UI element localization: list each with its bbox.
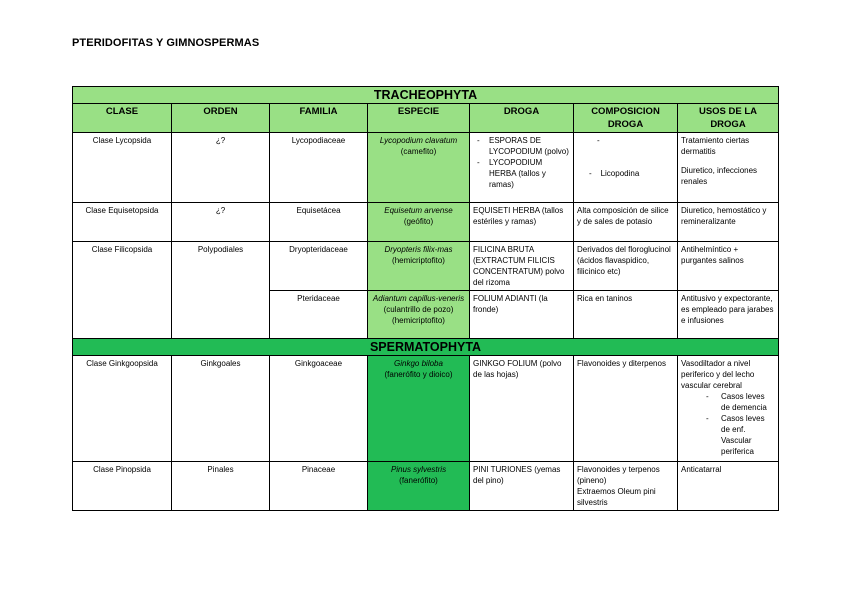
species-note: (hemicriptofito) [392,316,445,325]
species-name: Ginkgo biloba [394,359,443,368]
cell-droga: GINKGO FOLIUM (polvo de las hojas) [470,356,574,462]
species-note: (fanerófito) [399,476,438,485]
cell-especie [368,356,470,462]
usos-text: Vasodiltador a nivel periferico y del lecho vascular cerebral [681,359,755,390]
cell-clase: Clase Ginkgoopsida [73,356,172,462]
group-row-tracheophyta [73,87,779,104]
species-name: Dryopteris filix-mas [384,245,453,254]
cell-clase: Clase Equisetopsida [73,203,172,242]
composition-text: Flavonoides y terpenos (pineno) [577,465,660,485]
cell-especie [368,203,470,242]
cell-clase: Clase Pinopsida [73,462,172,511]
cell-clase: Clase Lycopsida [73,133,172,203]
cell-droga: FILICINA BRUTA (EXTRACTUM FILICIS CONCENTRATUM) polvo del rizoma [470,242,574,291]
cell-orden: Pinales [172,462,270,511]
composition-text: Extraemos Oleum pini silvestris [577,487,656,507]
column-header: ESPECIE [368,104,470,133]
species-note: (hemicriptofito) [392,256,445,265]
composition-item: - Licopodina [589,169,640,178]
species-note: (camefito) [400,147,437,156]
cell-especie [368,291,470,339]
species-name: Pinus sylvestris [390,465,447,474]
document-title: PTERIDOFITAS Y GIMNOSPERMAS [72,37,260,49]
cell-familia: Pinaceae [270,462,368,511]
table-row [73,203,779,242]
table-row [73,242,779,291]
column-header: ORDEN [172,104,270,133]
cell-droga: EQUISETI HERBA (tallos estériles y ramas) [470,203,574,242]
cell-droga: PINI TURIONES (yemas del pino) [470,462,574,511]
cell-especie [368,133,470,203]
species-note: (culantrillo de pozo) [383,305,454,314]
cell-usos [678,133,779,203]
column-header: DROGA [470,104,574,133]
cell-familia: Pteridaceae [270,291,368,339]
cell-orden: ¿? [172,133,270,203]
cell-usos: Anticatarral [678,462,779,511]
column-header: CLASE [73,104,172,133]
species-name: Equisetum arvense [384,206,453,215]
group-label: TRACHEOPHYTA [73,87,779,104]
cell-clase: Clase Filicopsida [73,242,172,339]
usos-text: Tratamiento ciertas dermatitis [681,136,750,156]
species-name: Lycopodium clavatum [379,136,458,145]
group-label: SPERMATOPHYTA [73,339,779,356]
cell-especie [368,462,470,511]
cell-droga [470,133,574,203]
species-name: Adiantum capillus-veneris [372,294,465,303]
table-row [73,462,779,511]
composition-text: Licopodina [600,169,640,178]
cell-usos: Diuretico, hemostático y remineralizante [678,203,779,242]
composition-dash: - [597,136,600,145]
cell-droga: FOLIUM ADIANTI (la fronde) [470,291,574,339]
list-item: - LYCOPODIUM HERBA (tallos y ramas) [473,157,570,190]
cell-composicion: Rica en taninos [574,291,678,339]
table-row [73,133,779,203]
cell-familia: Equisetácea [270,203,368,242]
cell-usos [678,356,779,462]
species-note: (fanerófito y dioico) [384,370,453,379]
classification-table [72,86,779,511]
cell-familia: Ginkgoaceae [270,356,368,462]
cell-usos: Antihelmíntico + purgantes salinos [678,242,779,291]
cell-composicion [574,133,678,203]
list-item: - Casos leves de demencia [703,391,775,413]
column-header-row [73,104,779,133]
cell-composicion: Flavonoides y diterpenos [574,356,678,462]
species-note: (geófito) [403,217,434,226]
list-item: - ESPORAS DE LYCOPODIUM (polvo) [473,135,570,157]
cell-composicion: Alta composición de silice y de sales de potasio [574,203,678,242]
cell-orden: Ginkgoales [172,356,270,462]
cell-usos: Antitusivo y expectorante, es empleado para jarabes e infusiones [678,291,779,339]
column-header: USOS DE LA DROGA [678,104,779,133]
cell-orden: ¿? [172,203,270,242]
cell-familia: Dryopteridaceae [270,242,368,291]
cell-familia: Lycopodiaceae [270,133,368,203]
group-row-spermatophyta [73,339,779,356]
column-header: COMPOSICION DROGA [574,104,678,133]
cell-orden: Polypodiales [172,242,270,339]
list-item: - Casos leves de enf. Vascular periferica [703,413,775,457]
cell-especie [368,242,470,291]
table-row [73,356,779,462]
cell-composicion: Derivados del floroglucinol (ácidos flavaspidico, filicinico etc) [574,242,678,291]
usos-text: Diuretico, infecciones renales [681,166,758,186]
column-header: FAMILIA [270,104,368,133]
cell-composicion [574,462,678,511]
